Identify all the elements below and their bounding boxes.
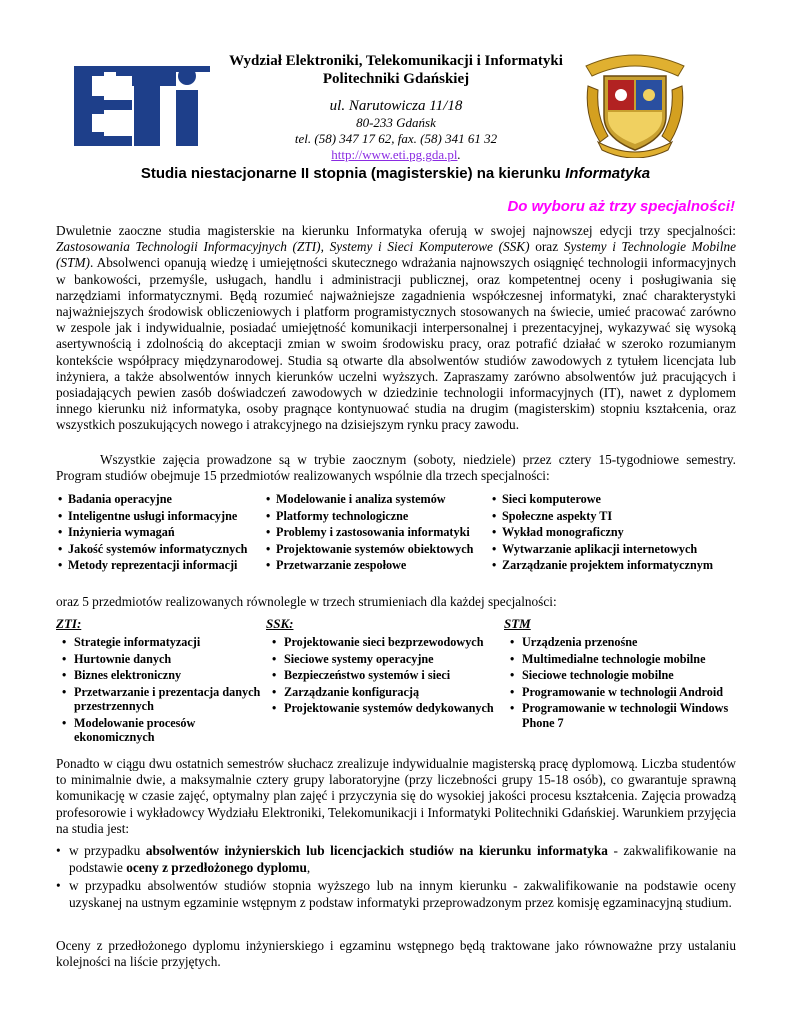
specialization-subject	[510, 668, 736, 683]
bullet-icon: •	[56, 878, 61, 893]
subject-row	[56, 557, 736, 574]
specialization-subject	[272, 635, 502, 650]
specialization-subject	[510, 685, 736, 700]
subject-name: Przetwarzanie zespołowe	[276, 558, 407, 573]
schedule-paragraph	[56, 452, 736, 484]
subject-name: Badania operacyjne	[68, 492, 172, 507]
eti-logo	[72, 62, 212, 148]
intro-text-e: . Absolwenci opanują wiedzę i umiejętności skutecznego wdrażania najnowszych osiągnięć technologii informacyjnych w bankowości, przemyśle, usługach, handlu i administracji publicznej, oraz kompetentnej oceny i posługiwania się narzędziami informatycznymi. Będą rozumieć najważniejsze zagadnienia współczesnej informatyki, znać charakterystyki najważniejszych środowisk obliczeniowych i platform programistycznych stosowanych na świecie, umieć pracować zarówno w zespole jak i indywidualnie, posiadać umiejętność komunikacji interpersonalnej i prezentacyjnej, wykazywać się wysoką asertywnością i zdolnością do akceptacji zmian w swoim środowisku pracy, oraz potrafić działać w szeroko rozumianym kontekście współpracy międzynarodowej. Studia są otwarte dla absolwentów studiów zawodowych z tytułem licencjata lub inżyniera, a także absolwentów innych kierunków uczelni wyższych. Zapraszamy zarówno absolwentów już pracujących i posiadających pewien zasób doświadczeń zawodowych w dziedzinie technologii informacyjnych (IT), nawet z dyplomem innego kierunku niż informatyka, osoby pragnące kontynuować studia na drugim (magisterskim) stopniu kształcenia, oraz wszystkich poszukujących nowego i atrakcyjnego na dzisiejszym rynku pracy zawodu.	[56, 255, 736, 433]
bullet-icon: •	[510, 635, 515, 649]
bullet-icon: •	[58, 508, 63, 523]
bullet-icon: •	[272, 701, 277, 715]
subject-name: Społeczne aspekty TI	[502, 508, 613, 523]
bullet-icon: •	[58, 541, 63, 556]
title-field: Informatyka	[565, 165, 651, 182]
specialization-subject	[272, 652, 502, 667]
subject-cell	[490, 508, 736, 525]
bullet-icon: •	[492, 541, 497, 556]
bullet-icon: •	[62, 635, 67, 649]
bullet-icon: •	[510, 651, 515, 666]
title-main: Studia niestacjonarne II stopnia (magisterskie) na kierunku	[140, 165, 566, 182]
subject-row	[56, 524, 736, 541]
subject-name: Sieciowe systemy operacyjne	[284, 651, 434, 666]
street: ul. Narutowicza 11/18	[329, 98, 463, 114]
intro-specs-1: Zastosowania Technologii Informacyjnych (ZTI), Systemy i Sieci Komputerowe (SSK)	[56, 239, 530, 255]
bullet-icon: •	[266, 558, 271, 573]
specialization-column	[56, 616, 261, 747]
specialization-name: ZTI:	[56, 616, 82, 631]
admission-requirements	[56, 843, 736, 913]
bullet-icon: •	[266, 508, 271, 523]
bullet-icon: •	[266, 525, 271, 540]
subject-name: Modelowanie i analiza systemów	[276, 492, 446, 507]
address	[212, 98, 580, 163]
specialization-subject	[62, 668, 261, 683]
specialization-subject	[510, 652, 736, 667]
bullet-icon: •	[510, 701, 515, 715]
bullet-icon: •	[492, 508, 497, 523]
subject-name: Multimedialne technologie mobilne	[522, 651, 706, 666]
req1-c: - zakwalifikowanie na podstawie	[69, 843, 737, 875]
schedule-text: Wszystkie zajęcia prowadzone są w trybie zaocznym (soboty, niedziele) przez cztery 15-tygodniowe semestry. Program studiów obejmuje 15 przedmiotów realizowanych wspólnie dla trzech specjalności:	[56, 452, 736, 484]
subject-cell	[490, 557, 736, 574]
subject-cell	[264, 524, 490, 541]
bullet-icon: •	[492, 492, 497, 507]
phone-fax: tel. (58) 347 17 62, fax. (58) 341 61 32	[294, 131, 498, 146]
subject-name: Sieciowe technologie mobilne	[522, 668, 674, 682]
req1-a: w przypadku	[69, 843, 146, 858]
subject-name: Biznes elektroniczny	[74, 668, 182, 682]
streams-paragraph: oraz 5 przedmiotów realizowanych równolegle w trzech strumieniach dla każdej specjalności:	[56, 594, 557, 609]
subject-name: Modelowanie procesów ekonomicznych	[74, 715, 196, 744]
subject-name: Inżynieria wymagań	[68, 525, 175, 540]
thesis-paragraph: Ponadto w ciągu dwu ostatnich semestrów słuchacz zrealizuje indywidualnie magisterską pracę dyplomową. Liczba studentów to minimalnie dwie, a maksymalnie cztery grupy laboratoryjne (przy liczebności grupy 15-18 osób), co gwarantuje sprawną komunikację w czasie zajęć, optymalny plan zajęć i przyczynia się do wysokiej jakości procesu kształcenia. Zajęcia prowadzą profesorowie i wykładowcy Wydziału Elektroniki, Telekomunikacji i Informatyki Politechniki Gdańskiej. Warunkiem przyjęcia na studia jest:	[56, 756, 736, 836]
subject-name: Programowanie w technologii Windows Phone 7	[522, 701, 729, 730]
subject-name: Sieci komputerowe	[502, 492, 601, 507]
grading-paragraph: Oceny z przedłożonego dyplomu inżynierskiego i egzaminu wstępnego będą traktowane jako równoważne przy ustalaniu kolejności na liście przyjętych.	[56, 938, 736, 970]
subject-name: Hurtownie danych	[74, 651, 172, 666]
faculty-line-1: Wydział Elektroniki, Telekomunikacji i Informatyki	[229, 53, 563, 69]
bullet-icon: •	[272, 684, 277, 699]
page-title	[0, 165, 791, 182]
bullet-icon: •	[58, 525, 63, 540]
subject-name: Zarządzanie projektem informatycznym	[502, 558, 713, 573]
subject-row	[56, 508, 736, 525]
subject-name: Projektowanie sieci bezprzewodowych	[284, 635, 484, 649]
requirement-item	[56, 843, 736, 876]
subject-name: Przetwarzanie i prezentacja danych przestrzennych	[74, 684, 261, 713]
header-address-block	[212, 52, 580, 163]
specialization-subject	[510, 635, 736, 650]
bullet-icon: •	[62, 651, 67, 666]
specialization-subject	[62, 685, 261, 714]
specialization-subject	[62, 652, 261, 667]
bullet-icon: •	[510, 668, 515, 682]
subject-cell	[56, 524, 264, 541]
subject-name: Jakość systemów informatycznych	[68, 541, 248, 556]
bullet-icon: •	[492, 525, 497, 540]
subject-name: Projektowanie systemów dedykowanych	[284, 701, 494, 715]
subject-cell	[490, 524, 736, 541]
subject-cell	[264, 508, 490, 525]
bullet-icon: •	[266, 492, 271, 507]
subject-cell	[56, 491, 264, 508]
subject-name: Platformy technologiczne	[276, 508, 409, 523]
subject-cell	[56, 541, 264, 558]
bullet-icon: •	[272, 668, 277, 682]
subject-cell	[56, 557, 264, 574]
bullet-icon: •	[62, 715, 67, 730]
subject-name: Projektowanie systemów obiektowych	[276, 541, 474, 556]
intro-specs-2: Systemy i Technologie Mobilne (STM)	[56, 239, 736, 271]
requirement-item	[56, 878, 736, 911]
intro-paragraph	[56, 223, 736, 434]
specialization-subject	[62, 716, 261, 745]
specialization-subject	[510, 701, 736, 730]
subject-name: Zarządzanie konfiguracją	[284, 684, 420, 699]
faculty-name	[212, 52, 580, 88]
intro-text-a: Dwuletnie zaoczne studia magisterskie na kierunku Informatyka oferują w swojej najnowszej edycji trzy specjalności:	[56, 223, 736, 238]
subject-name: Metody reprezentacji informacji	[68, 558, 238, 573]
url-suffix: .	[457, 147, 461, 162]
subject-cell	[264, 557, 490, 574]
req1-b: absolwentów inżynierskich lub licencjackich studiów na kierunku informatyka	[145, 843, 608, 858]
bullet-icon: •	[62, 668, 67, 682]
specialization-column	[266, 616, 502, 718]
req2-text: w przypadku absolwentów studiów stopnia wyższego lub na innym kierunku - zakwalifikowanie na podstawie oceny uzyskanej na ustnym egzaminie wstępnym z podstaw informatyki przeprowadzonym przez komisję egzaminacyjną studium.	[69, 878, 736, 910]
subject-name: Problemy i zastosowania informatyki	[276, 525, 470, 540]
specialization-subject	[62, 635, 261, 650]
subject-cell	[490, 541, 736, 558]
req1-e: ,	[306, 859, 311, 875]
website-link[interactable]: http://www.eti.pg.gda.pl	[331, 147, 458, 162]
specialization-column	[504, 616, 736, 732]
subject-name: Wykład monograficzny	[502, 525, 624, 540]
subject-cell	[264, 541, 490, 558]
bullet-icon: •	[492, 558, 497, 573]
specialization-name: STM	[504, 616, 531, 631]
subject-row	[56, 491, 736, 508]
bullet-icon: •	[266, 541, 271, 556]
specialization-subject	[272, 701, 502, 716]
common-subjects-table	[56, 491, 736, 574]
subject-cell	[264, 491, 490, 508]
bullet-icon: •	[510, 684, 515, 699]
req1-d: oceny z przedłożonego dyplomu	[126, 859, 307, 875]
subject-name: Programowanie w technologii Android	[522, 684, 723, 699]
intro-text-c: oraz	[529, 239, 564, 255]
specialization-name: SSK:	[266, 616, 294, 631]
bullet-icon: •	[272, 651, 277, 666]
subject-row	[56, 541, 736, 558]
faculty-line-2: Politechniki Gdańskiej	[322, 71, 470, 87]
bullet-icon: •	[58, 558, 63, 573]
bullet-icon: •	[272, 635, 277, 649]
subject-cell	[490, 491, 736, 508]
city: 80-233 Gdańsk	[356, 115, 436, 130]
bullet-icon: •	[62, 684, 67, 699]
specialization-subject	[272, 685, 502, 700]
subject-cell	[56, 508, 264, 525]
promo-text: Do wyboru aż trzy specjalności!	[507, 198, 735, 215]
subject-name: Inteligentne usługi informacyjne	[68, 508, 238, 523]
subject-name: Strategie informatyzacji	[74, 635, 201, 649]
subject-name: Bezpieczeństwo systemów i sieci	[284, 668, 451, 682]
specialization-subject	[272, 668, 502, 683]
subject-name: Wytwarzanie aplikacji internetowych	[502, 541, 698, 556]
subject-name: Urządzenia przenośne	[522, 635, 638, 649]
bullet-icon: •	[58, 492, 63, 507]
university-emblem	[582, 46, 688, 158]
bullet-icon: •	[56, 843, 61, 858]
